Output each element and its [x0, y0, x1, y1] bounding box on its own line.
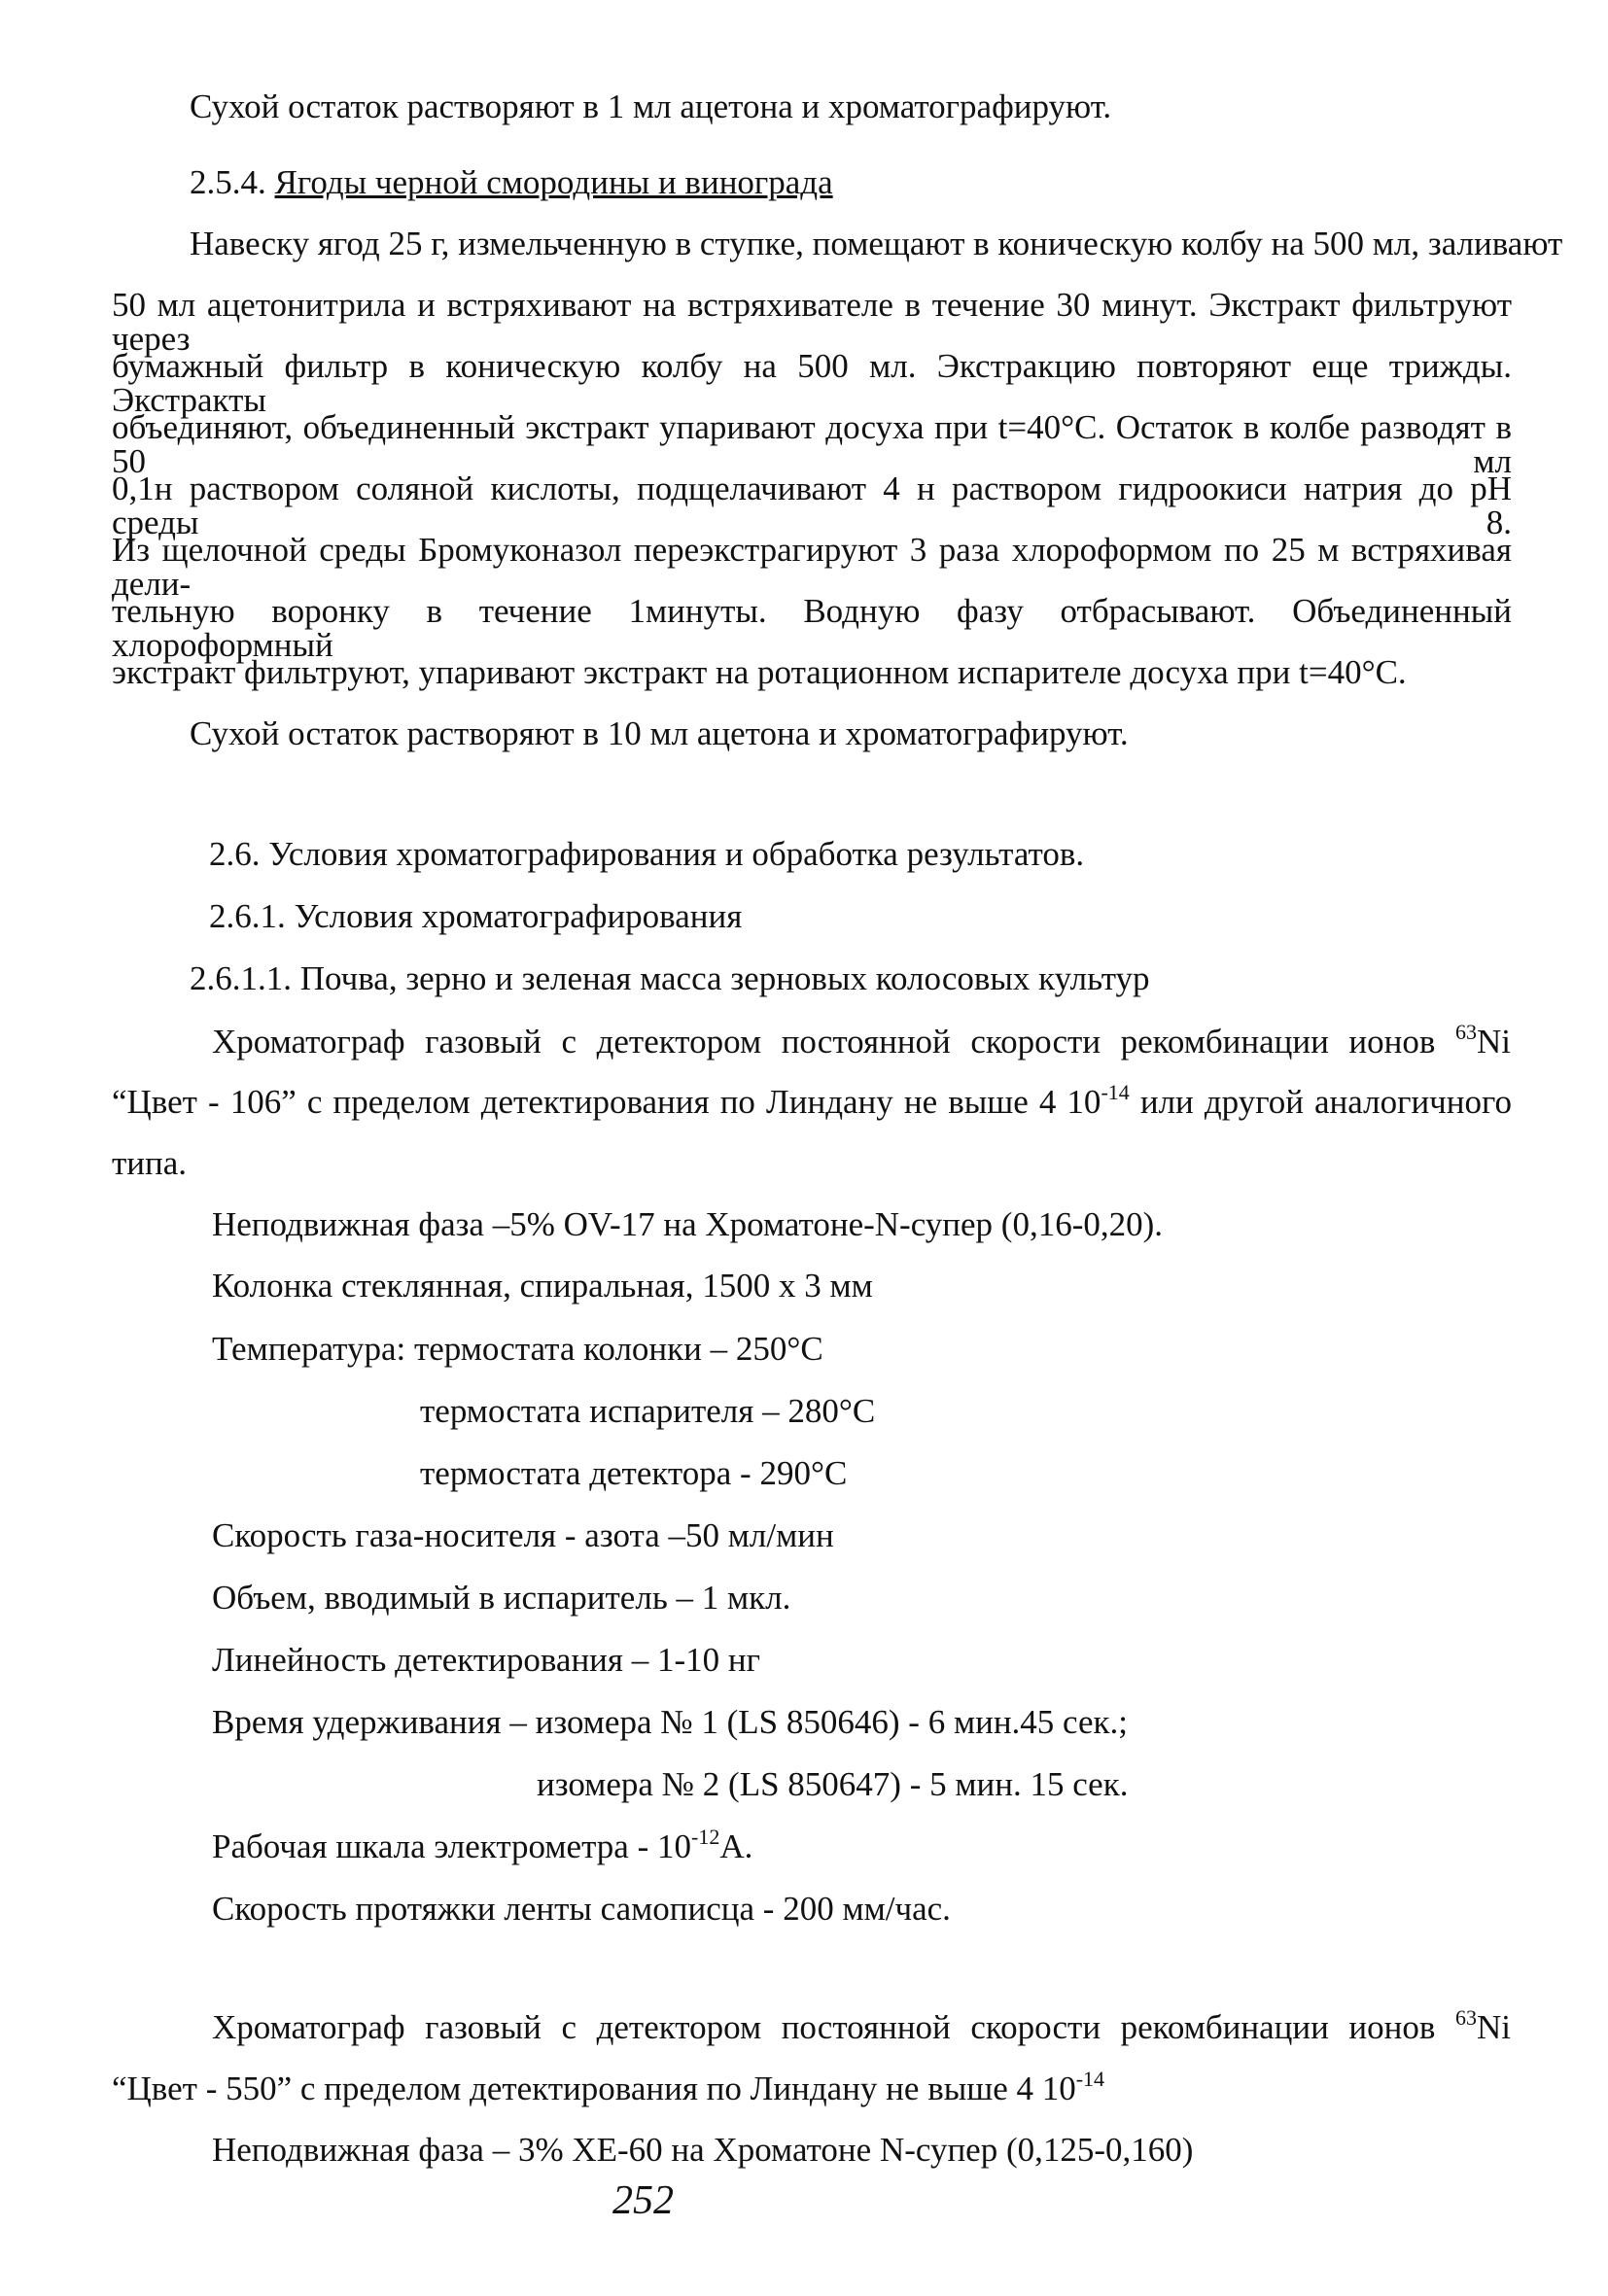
isotope-mass-2: 63 — [1455, 2005, 1477, 2030]
para-line-5: 0,1н раствором соляной кислоты, подщелачивают 4 н раствором гидроокиси натрия до рН среды 8. — [112, 470, 1512, 541]
carrier-gas-speed: Скорость газа-носителя - азота –50 мл/мин — [212, 1516, 834, 1554]
chrom1-line1 — [212, 1020, 1511, 1061]
column-1: Колонка стеклянная, спиральная, 1500 х 3 мм — [212, 1267, 873, 1305]
section-261-heading: 2.6.1. Условия хроматографирования — [209, 897, 743, 935]
section-2611-heading: 2.6.1.1. Почва, зерно и зеленая масса зерновых колосовых культур — [190, 959, 1150, 997]
stationary-phase-2: Неподвижная фаза – 3% ХЕ-60 на Хроматоне N-супер (0,125-0,160) — [212, 2131, 1194, 2169]
isotope-symbol-2: Ni — [1477, 2008, 1511, 2046]
heading-number: 2.5.4. — [190, 163, 275, 201]
section-26-heading: 2.6. Условия хроматографирования и обработка результатов. — [209, 835, 1085, 873]
para-line-6: Из щелочной среды Бромуконазол переэкстрагируют 3 раза хлороформом по 25 м встряхивая дели- — [112, 531, 1512, 603]
isotope-symbol: Ni — [1477, 1023, 1511, 1061]
section-254-heading — [190, 165, 833, 199]
chrom1-line2 — [112, 1080, 1512, 1121]
electrometer-scale — [212, 1825, 753, 1865]
retention-isomer1: изомера № 1 (LS 850646) - 6 мин.45 сек.; — [535, 1703, 1129, 1741]
electrometer-unit: А. — [719, 1827, 753, 1865]
para-line-4: объединяют, объединенный экстракт упаривают досуха при t=40°С. Остаток в колбе разводят в 50 мл — [112, 408, 1512, 480]
retention-label: Время удерживания – — [212, 1703, 536, 1741]
stationary-phase-1: Неподвижная фаза –5% OV-17 на Хроматоне-N-супер (0,16-0,20). — [212, 1205, 1164, 1243]
detection-linearity: Линейность детектирования – 1-10 нг — [212, 1641, 760, 1679]
injection-volume: Объем, вводимый в испаритель – 1 мкл. — [212, 1579, 791, 1617]
electrometer-text: Рабочая шкала электрометра - 10 — [212, 1827, 691, 1865]
electrometer-exponent: -12 — [691, 1825, 720, 1849]
chrom2-line2-text: “Цвет - 550” с пределом детектирования по Линдану не выше 4 10 — [112, 2070, 1076, 2107]
retention-time-2: изомера № 2 (LS 850647) - 5 мин. 15 сек. — [537, 1765, 1129, 1803]
retention-time-1 — [212, 1705, 1128, 1739]
chrom2-line1-text: Хроматограф газовый с детектором постоянной скорости рекомбинации ионов — [212, 2008, 1455, 2046]
dry-residue: Сухой остаток растворяют в 10 мл ацетона и хроматографируют. — [190, 714, 1129, 752]
temperature-evaporator: термостата испарителя – 280°С — [420, 1392, 876, 1430]
temperature-detector: термостата детектора - 290°С — [420, 1454, 848, 1492]
heading-title: Ягоды черной смородины и винограда — [274, 163, 833, 201]
para-line-8: экстракт фильтруют, упаривают экстракт на ротационном испарителе досуха при t=40°С. — [112, 653, 1407, 691]
para-line-7: тельную воронку в течение 1минуты. Водную фазу отбрасывают. Объединенный хлороформный — [112, 592, 1512, 664]
chrom1-line2-text: “Цвет - 106” с пределом детектирования по Линдану не выше 4 10 — [112, 1083, 1101, 1121]
para-line-2: 50 мл ацетонитрила и встряхивают на встряхивателе в течение 30 минут. Экстракт фильтруют через — [112, 286, 1512, 358]
para-line-1: Навеску ягод 25 г, измельченную в ступке, помещают в коническую колбу на 500 мл, заливают — [190, 225, 1563, 262]
temperature-column — [212, 1332, 823, 1366]
temperature-label: Температура: — [212, 1330, 414, 1368]
page-number: 252 — [612, 2178, 674, 2223]
chrom1-line2-tail: или другой аналогичного — [1129, 1083, 1512, 1121]
limit-exponent-2: -14 — [1075, 2067, 1105, 2091]
chrom1-line3: типа. — [112, 1144, 188, 1182]
temperature-column-value: термостата колонки – 250°С — [413, 1330, 823, 1368]
tape-speed: Скорость протяжки ленты самописца - 200 мм/час. — [212, 1890, 951, 1928]
para-line-3: бумажный фильтр в коническую колбу на 500 мл. Экстракцию повторяют еще трижды. Экстракты — [112, 347, 1512, 419]
chrom1-line1-text: Хроматограф газовый с детектором постоянной скорости рекомбинации ионов — [212, 1023, 1455, 1061]
dry-residue-prev: Сухой остаток растворяют в 1 мл ацетона и хроматографируют. — [190, 87, 1112, 125]
chrom2-line1 — [212, 2005, 1511, 2046]
limit-exponent: -14 — [1101, 1080, 1130, 1104]
chrom2-line2 — [112, 2067, 1105, 2107]
isotope-mass: 63 — [1455, 1020, 1477, 1044]
